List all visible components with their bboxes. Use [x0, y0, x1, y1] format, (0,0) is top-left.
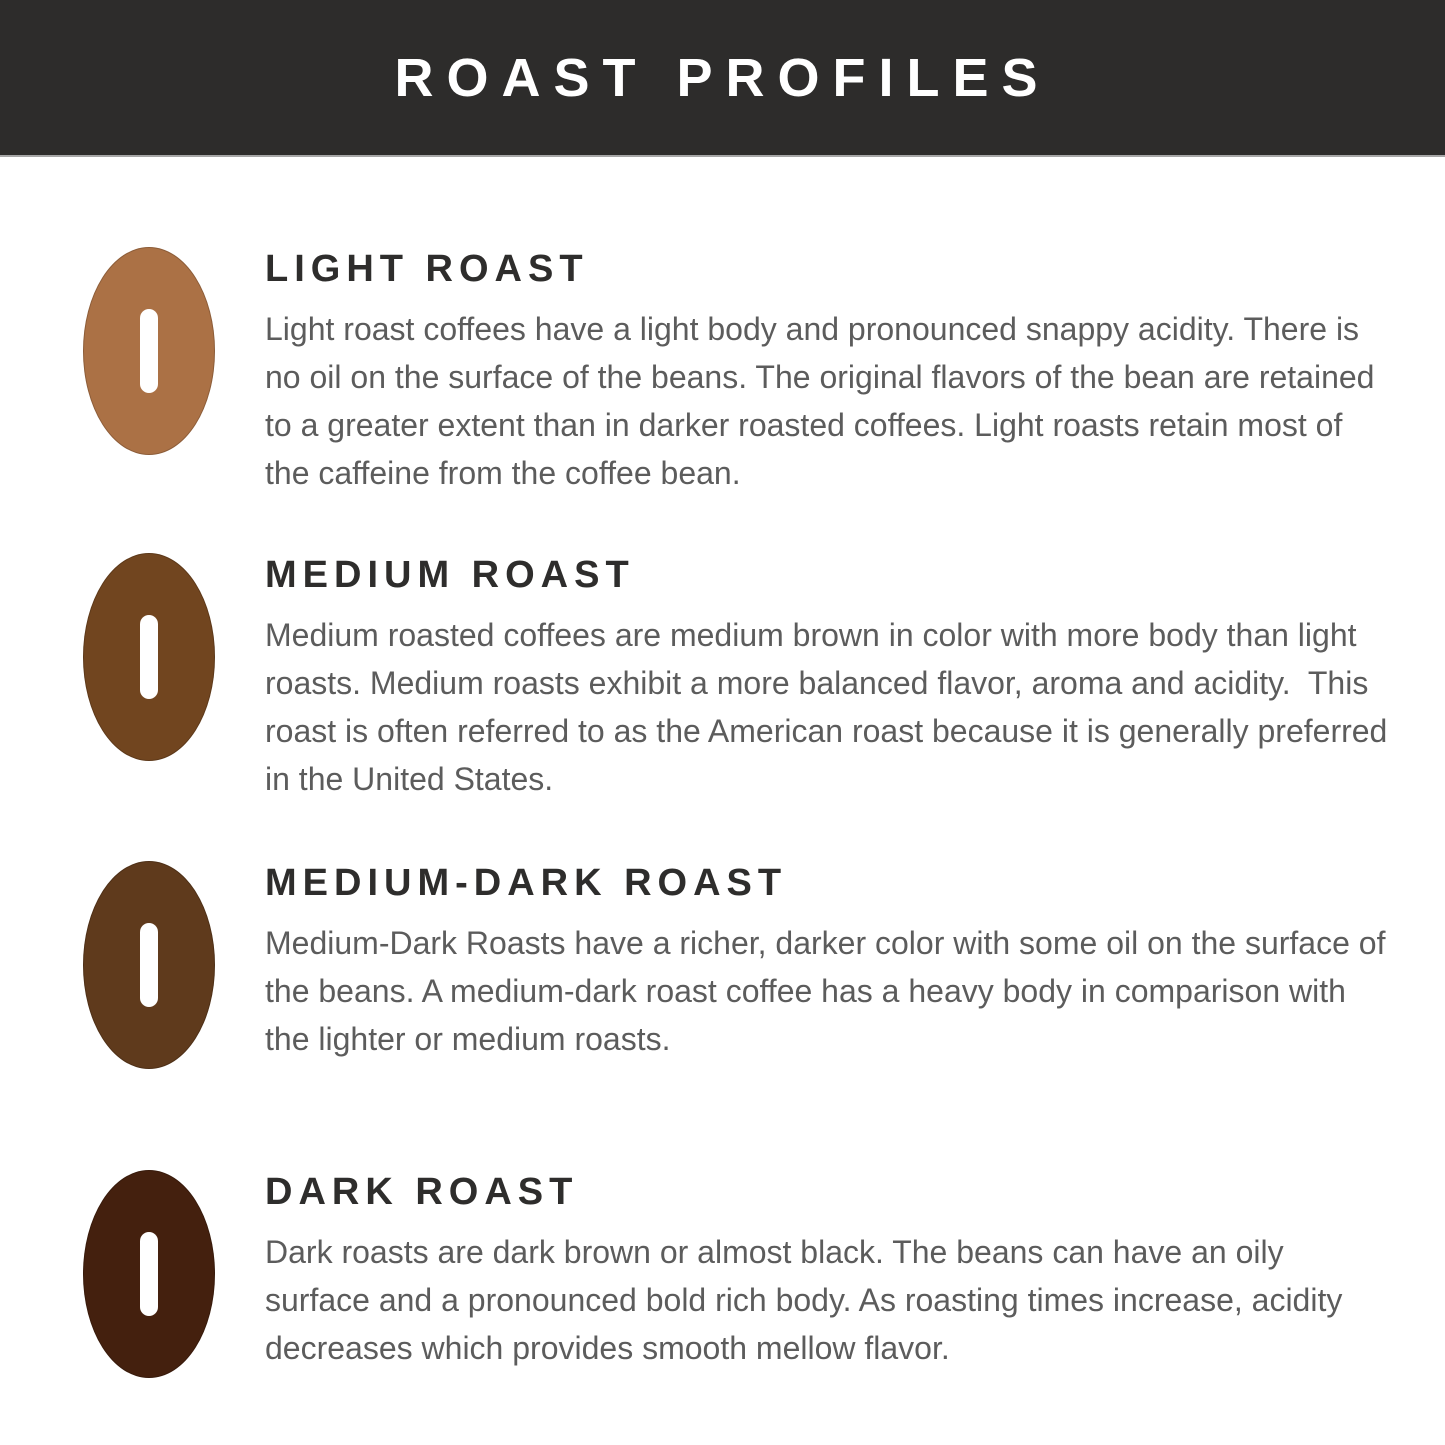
page-title: ROAST PROFILES [394, 47, 1051, 108]
section-text [265, 247, 1395, 497]
section-description: Medium-Dark Roasts have a richer, darker color with some oil on the surface of the beans. A medium-dark roast coffee has a heavy body in comparison with the lighter or medium roasts. [265, 925, 1386, 1057]
coffee-bean-slit [140, 1232, 158, 1316]
coffee-bean-slit [140, 615, 158, 699]
section-description: Dark roasts are dark brown or almost black. The beans can have an oily surface and a pronounced bold rich body. As roasting times increase, acidity decreases which provides smooth mellow flavor. [265, 1234, 1343, 1366]
section-text [265, 1170, 1395, 1372]
coffee-bean-light-icon [83, 247, 215, 455]
section-description: Medium roasted coffees are medium brown in color with more body than light roasts. Medium roasts exhibit a more balanced flavor, aroma and acidity. This roast is often referred to as the American roast because it is generally preferred in the United States. [265, 617, 1388, 797]
coffee-bean-medium-dark-icon [83, 861, 215, 1069]
section-heading: DARK ROAST [265, 1171, 579, 1213]
coffee-bean-slit [140, 309, 158, 393]
header-banner [0, 0, 1445, 155]
section-dark-roast [83, 1170, 1395, 1378]
coffee-bean-slit [140, 923, 158, 1007]
section-heading: LIGHT ROAST [265, 248, 589, 290]
coffee-bean-dark-icon [83, 1170, 215, 1378]
coffee-bean-medium-icon [83, 553, 215, 761]
section-description: Light roast coffees have a light body and pronounced snappy acidity. There is no oil on the surface of the beans. The original flavors of the bean are retained to a greater extent than in darker roasted coffees. Light roasts retain most of the caffeine from the coffee bean. [265, 311, 1375, 491]
section-medium-dark-roast [83, 861, 1395, 1069]
section-light-roast [83, 247, 1395, 497]
section-heading: MEDIUM-DARK ROAST [265, 862, 788, 904]
section-medium-roast [83, 553, 1395, 803]
section-text [265, 553, 1395, 803]
section-text [265, 861, 1395, 1063]
section-heading: MEDIUM ROAST [265, 554, 635, 596]
